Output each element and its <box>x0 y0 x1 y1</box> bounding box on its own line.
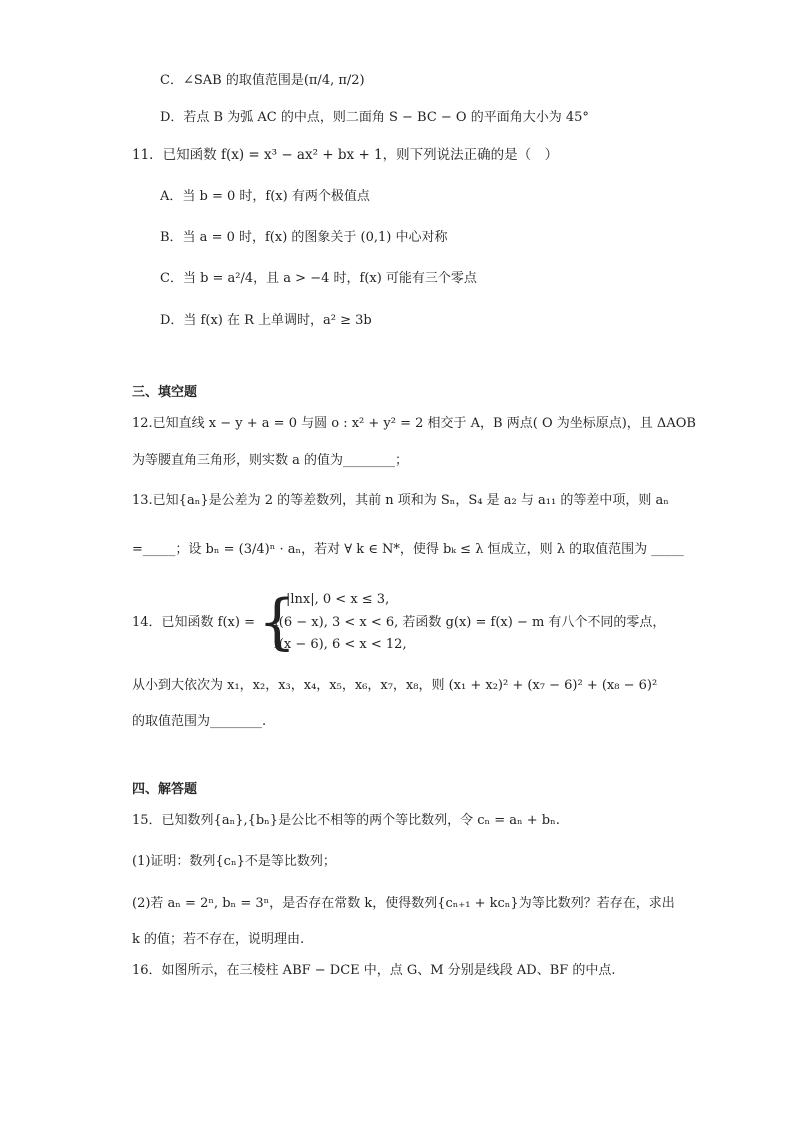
q11-option-a: A．当 b = 0 时，f(x) 有两个极值点 <box>160 189 370 204</box>
q14-brace: { <box>258 587 297 657</box>
section-answer-heading: 四、解答题 <box>132 782 198 797</box>
q11-option-d: D．当 f(x) 在 R 上单调时，a² ≥ 3b <box>160 313 372 328</box>
q14-case3: f(x − 6), 6 < x < 12, <box>274 637 407 652</box>
q10-option-c: C．∠SAB 的取值范围是(π/4, π/2) <box>160 73 365 88</box>
q15-part2-line1: (2)若 aₙ = 2ⁿ, bₙ = 3ⁿ，是否存在常数 k，使得数列{cₙ₊₁ + kcₙ}为等比数列？若存在，求出 <box>132 896 675 911</box>
q11-option-b: B．当 a = 0 时，f(x) 的图象关于 (0,1) 中心对称 <box>160 230 448 245</box>
q11-option-c: C．当 b = a²/4，且 a > −4 时，f(x) 可能有三个零点 <box>160 271 477 286</box>
q15-part2-line2: k 的值；若不存在，说明理由. <box>132 932 305 947</box>
q12-line1: 12.已知直线 x − y + a = 0 与圆 o : x² + y² = 2 相交于 A，B 两点( O 为坐标原点)，且 ΔAOB <box>132 416 696 431</box>
q15-stem: 15．已知数列{aₙ},{bₙ}是公比不相等的两个等比数列，令 cₙ = aₙ + bₙ. <box>132 813 560 828</box>
q14-case2: f(6 − x), 3 < x < 6, 若函数 g(x) = f(x) − m 有八个不同的零点， <box>274 615 666 630</box>
q14-line2: 从小到大依次为 x₁，x₂，x₃，x₄，x₅，x₆，x₇，x₈，则 (x₁ + x₂)² + (x₇ − 6)² + (x₈ − 6)² <box>132 678 658 693</box>
q11-stem: 11．已知函数 f(x) = x³ − ax² + bx + 1，则下列说法正确的是（ ） <box>132 147 559 163</box>
q10-option-d: D．若点 B 为弧 AC 的中点，则二面角 S − BC − O 的平面角大小为 45° <box>160 110 589 125</box>
q14-prefix: 14．已知函数 f(x) = <box>132 615 255 630</box>
q13-line2: =_____；设 bₙ = (3/4)ⁿ · aₙ，若对 ∀ k ∈ N*，使得 bₖ ≤ λ 恒成立，则 λ 的取值范围为 _____ <box>132 542 684 557</box>
q16-stem: 16．如图所示，在三棱柱 ABF − DCE 中，点 G、M 分别是线段 AD、BF 的中点. <box>132 963 616 978</box>
q13-line1: 13.已知{aₙ}是公差为 2 的等差数列，其前 n 项和为 Sₙ，S₄ 是 a₂ 与 a₁₁ 的等差中项，则 aₙ <box>132 493 669 508</box>
section-fill-in-heading: 三、填空题 <box>132 385 198 400</box>
q14-case1: |lnx|, 0 < x ≤ 3, <box>286 592 390 607</box>
q14-line3: 的取值范围为________. <box>132 714 267 729</box>
q12-line2: 为等腰直角三角形，则实数 a 的值为________； <box>132 453 409 468</box>
q15-part1: (1)证明：数列{cₙ}不是等比数列； <box>132 854 336 869</box>
